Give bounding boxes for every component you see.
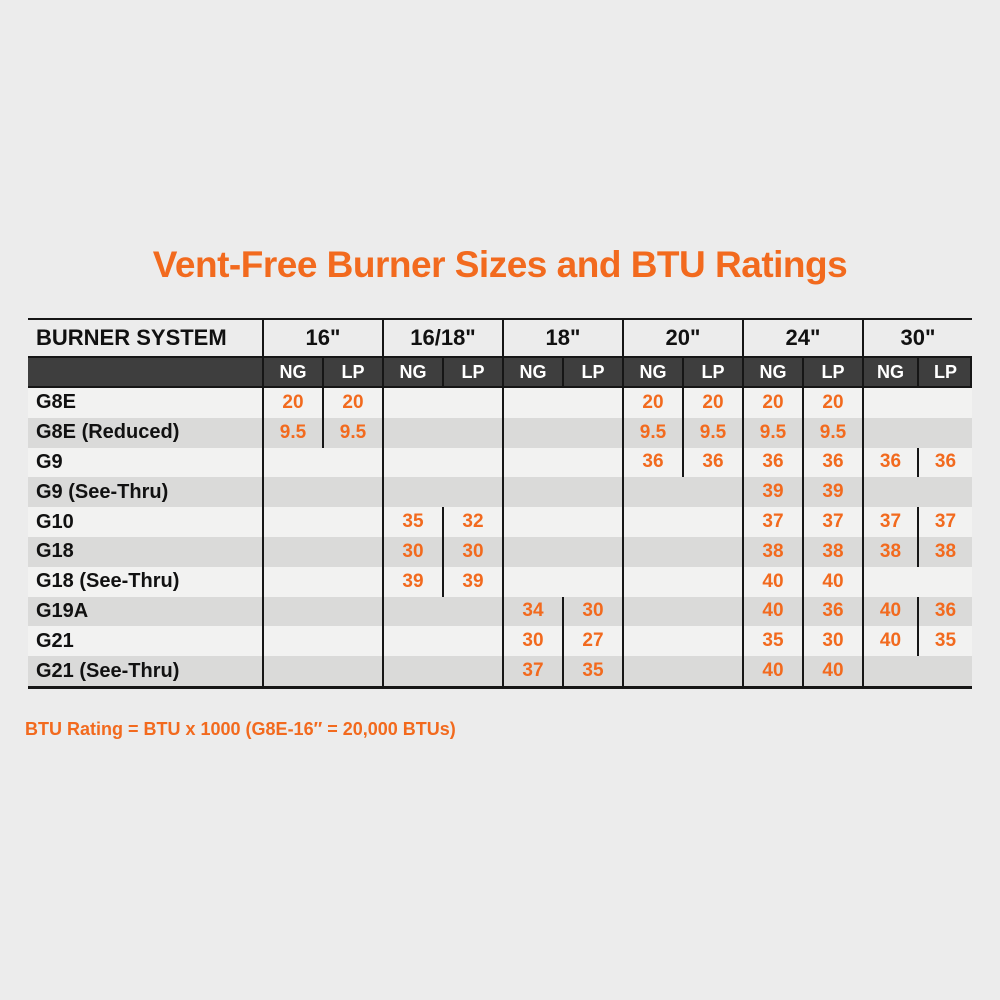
btu-cell-group — [502, 537, 622, 567]
btu-value-ng: 9.5 — [759, 421, 787, 443]
btu-value-lp: 35 — [562, 656, 622, 686]
btu-cell-group — [862, 626, 972, 656]
btu-value-ng: 40 — [762, 570, 784, 592]
size-header: 24" — [742, 320, 862, 356]
btu-cell-group — [262, 388, 382, 418]
row-label: G21 (See-Thru) — [36, 659, 180, 682]
row-label: G19A — [36, 599, 89, 622]
btu-value-lp: 40 — [802, 656, 862, 686]
btu-value-ng — [864, 567, 917, 597]
btu-cell-group — [862, 448, 972, 478]
btu-value-ng: 9.5 — [639, 421, 667, 443]
btu-value-lp: 20 — [802, 388, 862, 418]
btu-value-ng — [384, 448, 442, 478]
btu-value-lp: 36 — [917, 448, 972, 478]
btu-value-ng — [264, 537, 322, 567]
btu-cell-group — [622, 537, 742, 567]
btu-value-ng — [384, 477, 442, 507]
table-row — [28, 418, 972, 448]
btu-cell-group — [742, 626, 862, 656]
table-row — [28, 626, 972, 656]
row-label: G18 — [36, 540, 74, 563]
gas-header-group — [862, 358, 972, 386]
btu-cell-group — [862, 656, 972, 686]
btu-cell-group — [742, 477, 862, 507]
btu-value-ng — [624, 507, 682, 537]
btu-cell-group — [502, 656, 622, 686]
btu-value-ng: 40 — [762, 600, 784, 622]
btu-value-lp: 9.5 — [322, 418, 382, 448]
btu-value-lp: 30 — [562, 597, 622, 627]
btu-value-ng: 35 — [762, 630, 784, 652]
btu-cell-group — [622, 448, 742, 478]
btu-cell-group — [742, 537, 862, 567]
btu-value-ng — [384, 418, 442, 448]
btu-value-ng — [864, 418, 917, 448]
btu-value-ng: 40 — [879, 600, 902, 622]
gas-header-lp: LP — [562, 358, 622, 386]
size-header: 30" — [862, 320, 972, 356]
btu-value-lp — [322, 626, 382, 656]
btu-value-lp: 20 — [322, 388, 382, 418]
btu-cell-group — [382, 477, 502, 507]
btu-value-ng: 37 — [762, 511, 784, 533]
btu-cell-group — [862, 418, 972, 448]
btu-value-lp — [562, 567, 622, 597]
btu-value-lp: 38 — [917, 537, 972, 567]
btu-cell-group — [622, 418, 742, 448]
btu-value-lp: 36 — [802, 597, 862, 627]
footnote: BTU Rating = BTU x 1000 (G8E-16″ = 20,000 BTUs) — [25, 719, 456, 739]
btu-value-ng: 36 — [879, 451, 902, 473]
btu-value-lp — [442, 597, 502, 627]
btu-cell-group — [502, 507, 622, 537]
gas-header-group — [742, 358, 862, 386]
btu-value-lp: 30 — [442, 537, 502, 567]
btu-value-ng: 38 — [762, 540, 784, 562]
btu-cell-group — [622, 388, 742, 418]
gas-header-spacer — [28, 358, 262, 386]
btu-cell-group — [382, 507, 502, 537]
btu-value-lp — [917, 477, 972, 507]
btu-value-lp: 37 — [802, 507, 862, 537]
table-size-header-row — [28, 320, 972, 356]
btu-value-lp: 40 — [802, 567, 862, 597]
btu-value-ng — [384, 597, 442, 627]
btu-cell-group — [502, 418, 622, 448]
table-row — [28, 567, 972, 597]
btu-value-ng — [504, 418, 562, 448]
btu-value-lp — [442, 626, 502, 656]
btu-value-ng: 37 — [879, 511, 902, 533]
btu-value-ng: 30 — [522, 630, 544, 652]
btu-value-lp — [562, 418, 622, 448]
btu-value-ng: 20 — [762, 391, 784, 413]
btu-cell-group — [622, 656, 742, 686]
row-label: G8E — [36, 391, 77, 414]
btu-value-lp — [682, 537, 742, 567]
btu-value-lp — [322, 597, 382, 627]
btu-cell-group — [742, 507, 862, 537]
btu-value-lp: 36 — [802, 448, 862, 478]
btu-value-ng — [264, 597, 322, 627]
btu-cell-group — [262, 567, 382, 597]
btu-value-ng: 38 — [879, 540, 902, 562]
btu-value-lp — [562, 537, 622, 567]
btu-value-lp: 32 — [442, 507, 502, 537]
gas-header-group — [622, 358, 742, 386]
btu-cell-group — [262, 477, 382, 507]
btu-cell-group — [862, 507, 972, 537]
btu-value-lp — [322, 507, 382, 537]
btu-cell-group — [262, 626, 382, 656]
btu-value-ng: 39 — [402, 570, 424, 592]
row-label: G9 (See-Thru) — [36, 480, 169, 503]
btu-value-ng — [624, 567, 682, 597]
btu-value-ng — [264, 626, 322, 656]
btu-value-lp — [562, 388, 622, 418]
btu-cell-group — [502, 626, 622, 656]
gas-header-ng: NG — [399, 361, 427, 382]
btu-value-lp: 9.5 — [802, 418, 862, 448]
btu-value-ng — [624, 626, 682, 656]
btu-value-lp: 38 — [802, 537, 862, 567]
table-row — [28, 597, 972, 627]
btu-cell-group — [742, 388, 862, 418]
size-header: 16/18" — [382, 320, 502, 356]
btu-value-ng: 36 — [642, 451, 664, 473]
btu-value-ng — [384, 656, 442, 686]
table-row — [28, 477, 972, 507]
btu-value-lp — [562, 507, 622, 537]
btu-cell-group — [622, 507, 742, 537]
btu-value-ng: 30 — [402, 540, 424, 562]
btu-value-ng — [264, 507, 322, 537]
btu-value-ng — [504, 537, 562, 567]
gas-header-ng: NG — [877, 361, 904, 382]
btu-value-lp — [322, 537, 382, 567]
gas-header-ng: NG — [639, 361, 667, 382]
btu-value-ng — [504, 477, 562, 507]
gas-header-ng: NG — [759, 361, 787, 382]
btu-value-ng: 36 — [762, 451, 784, 473]
table-row — [28, 448, 972, 478]
btu-cell-group — [742, 597, 862, 627]
btu-value-lp — [322, 656, 382, 686]
btu-cell-group — [262, 507, 382, 537]
btu-cell-group — [382, 418, 502, 448]
gas-header-lp: LP — [322, 358, 382, 386]
btu-cell-group — [502, 448, 622, 478]
btu-value-ng — [624, 597, 682, 627]
gas-header-group — [262, 358, 382, 386]
btu-value-lp — [442, 448, 502, 478]
table-gas-header-row — [28, 356, 972, 388]
gas-header-ng: NG — [519, 361, 547, 382]
btu-value-lp — [562, 448, 622, 478]
btu-value-ng — [264, 448, 322, 478]
btu-cell-group — [382, 597, 502, 627]
btu-value-lp: 9.5 — [682, 418, 742, 448]
btu-cell-group — [622, 626, 742, 656]
btu-value-ng — [864, 477, 917, 507]
btu-value-lp: 36 — [682, 448, 742, 478]
table-row — [28, 507, 972, 537]
gas-header-group — [382, 358, 502, 386]
btu-value-lp — [442, 656, 502, 686]
btu-cell-group — [382, 626, 502, 656]
btu-cell-group — [262, 656, 382, 686]
table-row — [28, 537, 972, 567]
btu-cell-group — [502, 477, 622, 507]
btu-cell-group — [862, 567, 972, 597]
btu-value-lp — [322, 567, 382, 597]
btu-value-lp — [442, 477, 502, 507]
btu-value-lp: 30 — [802, 626, 862, 656]
btu-value-lp — [322, 448, 382, 478]
btu-value-lp — [442, 418, 502, 448]
gas-header-lp: LP — [917, 358, 972, 386]
btu-value-lp: 39 — [442, 567, 502, 597]
btu-value-ng — [384, 388, 442, 418]
btu-cell-group — [862, 477, 972, 507]
row-label: G18 (See-Thru) — [36, 570, 180, 593]
btu-value-lp: 37 — [917, 507, 972, 537]
btu-value-lp — [917, 418, 972, 448]
burner-system-header: BURNER SYSTEM — [36, 325, 227, 350]
btu-cell-group — [742, 448, 862, 478]
btu-value-lp — [682, 567, 742, 597]
btu-value-lp: 20 — [682, 388, 742, 418]
row-label: G8E (Reduced) — [36, 421, 180, 444]
btu-value-ng: 39 — [762, 481, 784, 503]
btu-value-ng — [624, 537, 682, 567]
btu-value-lp — [682, 597, 742, 627]
row-label: G9 — [36, 450, 63, 473]
size-header: 16" — [262, 320, 382, 356]
table-body — [28, 388, 972, 686]
btu-cell-group — [382, 656, 502, 686]
btu-cell-group — [862, 597, 972, 627]
btu-cell-group — [622, 597, 742, 627]
gas-header-lp: LP — [802, 358, 862, 386]
btu-value-ng: 37 — [522, 660, 544, 682]
btu-value-ng — [264, 656, 322, 686]
table-row — [28, 388, 972, 418]
btu-value-ng — [264, 567, 322, 597]
btu-value-lp — [442, 388, 502, 418]
btu-value-lp — [682, 507, 742, 537]
btu-cell-group — [502, 597, 622, 627]
btu-value-ng — [864, 656, 917, 686]
gas-header-group — [502, 358, 622, 386]
btu-value-ng: 34 — [522, 600, 544, 622]
btu-cell-group — [862, 388, 972, 418]
btu-value-lp: 27 — [562, 626, 622, 656]
btu-cell-group — [622, 477, 742, 507]
gas-header-lp: LP — [682, 358, 742, 386]
btu-cell-group — [262, 597, 382, 627]
size-header: 20" — [622, 320, 742, 356]
btu-cell-group — [742, 418, 862, 448]
btu-value-lp — [682, 477, 742, 507]
btu-value-ng: 9.5 — [279, 421, 307, 443]
btu-value-lp — [562, 477, 622, 507]
btu-cell-group — [742, 567, 862, 597]
btu-value-ng — [624, 656, 682, 686]
size-header: 18" — [502, 320, 622, 356]
btu-cell-group — [262, 418, 382, 448]
btu-value-ng — [384, 626, 442, 656]
btu-cell-group — [382, 388, 502, 418]
btu-cell-group — [262, 448, 382, 478]
btu-value-ng — [624, 477, 682, 507]
btu-value-ng — [864, 388, 917, 418]
btu-cell-group — [382, 537, 502, 567]
btu-value-lp — [917, 656, 972, 686]
btu-value-ng — [504, 507, 562, 537]
btu-value-lp: 36 — [917, 597, 972, 627]
row-label: G21 — [36, 629, 74, 652]
btu-value-lp — [917, 388, 972, 418]
btu-value-lp — [917, 567, 972, 597]
table-row — [28, 656, 972, 686]
btu-cell-group — [382, 567, 502, 597]
btu-value-ng: 20 — [642, 391, 664, 413]
btu-value-lp: 35 — [917, 626, 972, 656]
btu-value-ng — [264, 477, 322, 507]
btu-value-lp: 39 — [802, 477, 862, 507]
btu-table — [28, 318, 972, 689]
btu-value-ng: 40 — [879, 630, 902, 652]
btu-cell-group — [502, 567, 622, 597]
btu-value-lp — [682, 656, 742, 686]
btu-value-ng — [504, 567, 562, 597]
btu-cell-group — [502, 388, 622, 418]
btu-value-ng: 20 — [282, 391, 304, 413]
btu-value-lp — [682, 626, 742, 656]
btu-value-ng — [504, 448, 562, 478]
row-label: G10 — [36, 510, 74, 533]
btu-value-ng: 40 — [762, 660, 784, 682]
btu-value-ng — [504, 388, 562, 418]
btu-value-lp — [322, 477, 382, 507]
btu-cell-group — [262, 537, 382, 567]
gas-header-ng: NG — [279, 361, 307, 382]
btu-cell-group — [742, 656, 862, 686]
btu-cell-group — [382, 448, 502, 478]
btu-cell-group — [862, 537, 972, 567]
page-title: Vent-Free Burner Sizes and BTU Ratings — [152, 244, 848, 285]
btu-value-ng: 35 — [402, 511, 424, 533]
btu-cell-group — [622, 567, 742, 597]
gas-header-lp: LP — [442, 358, 502, 386]
